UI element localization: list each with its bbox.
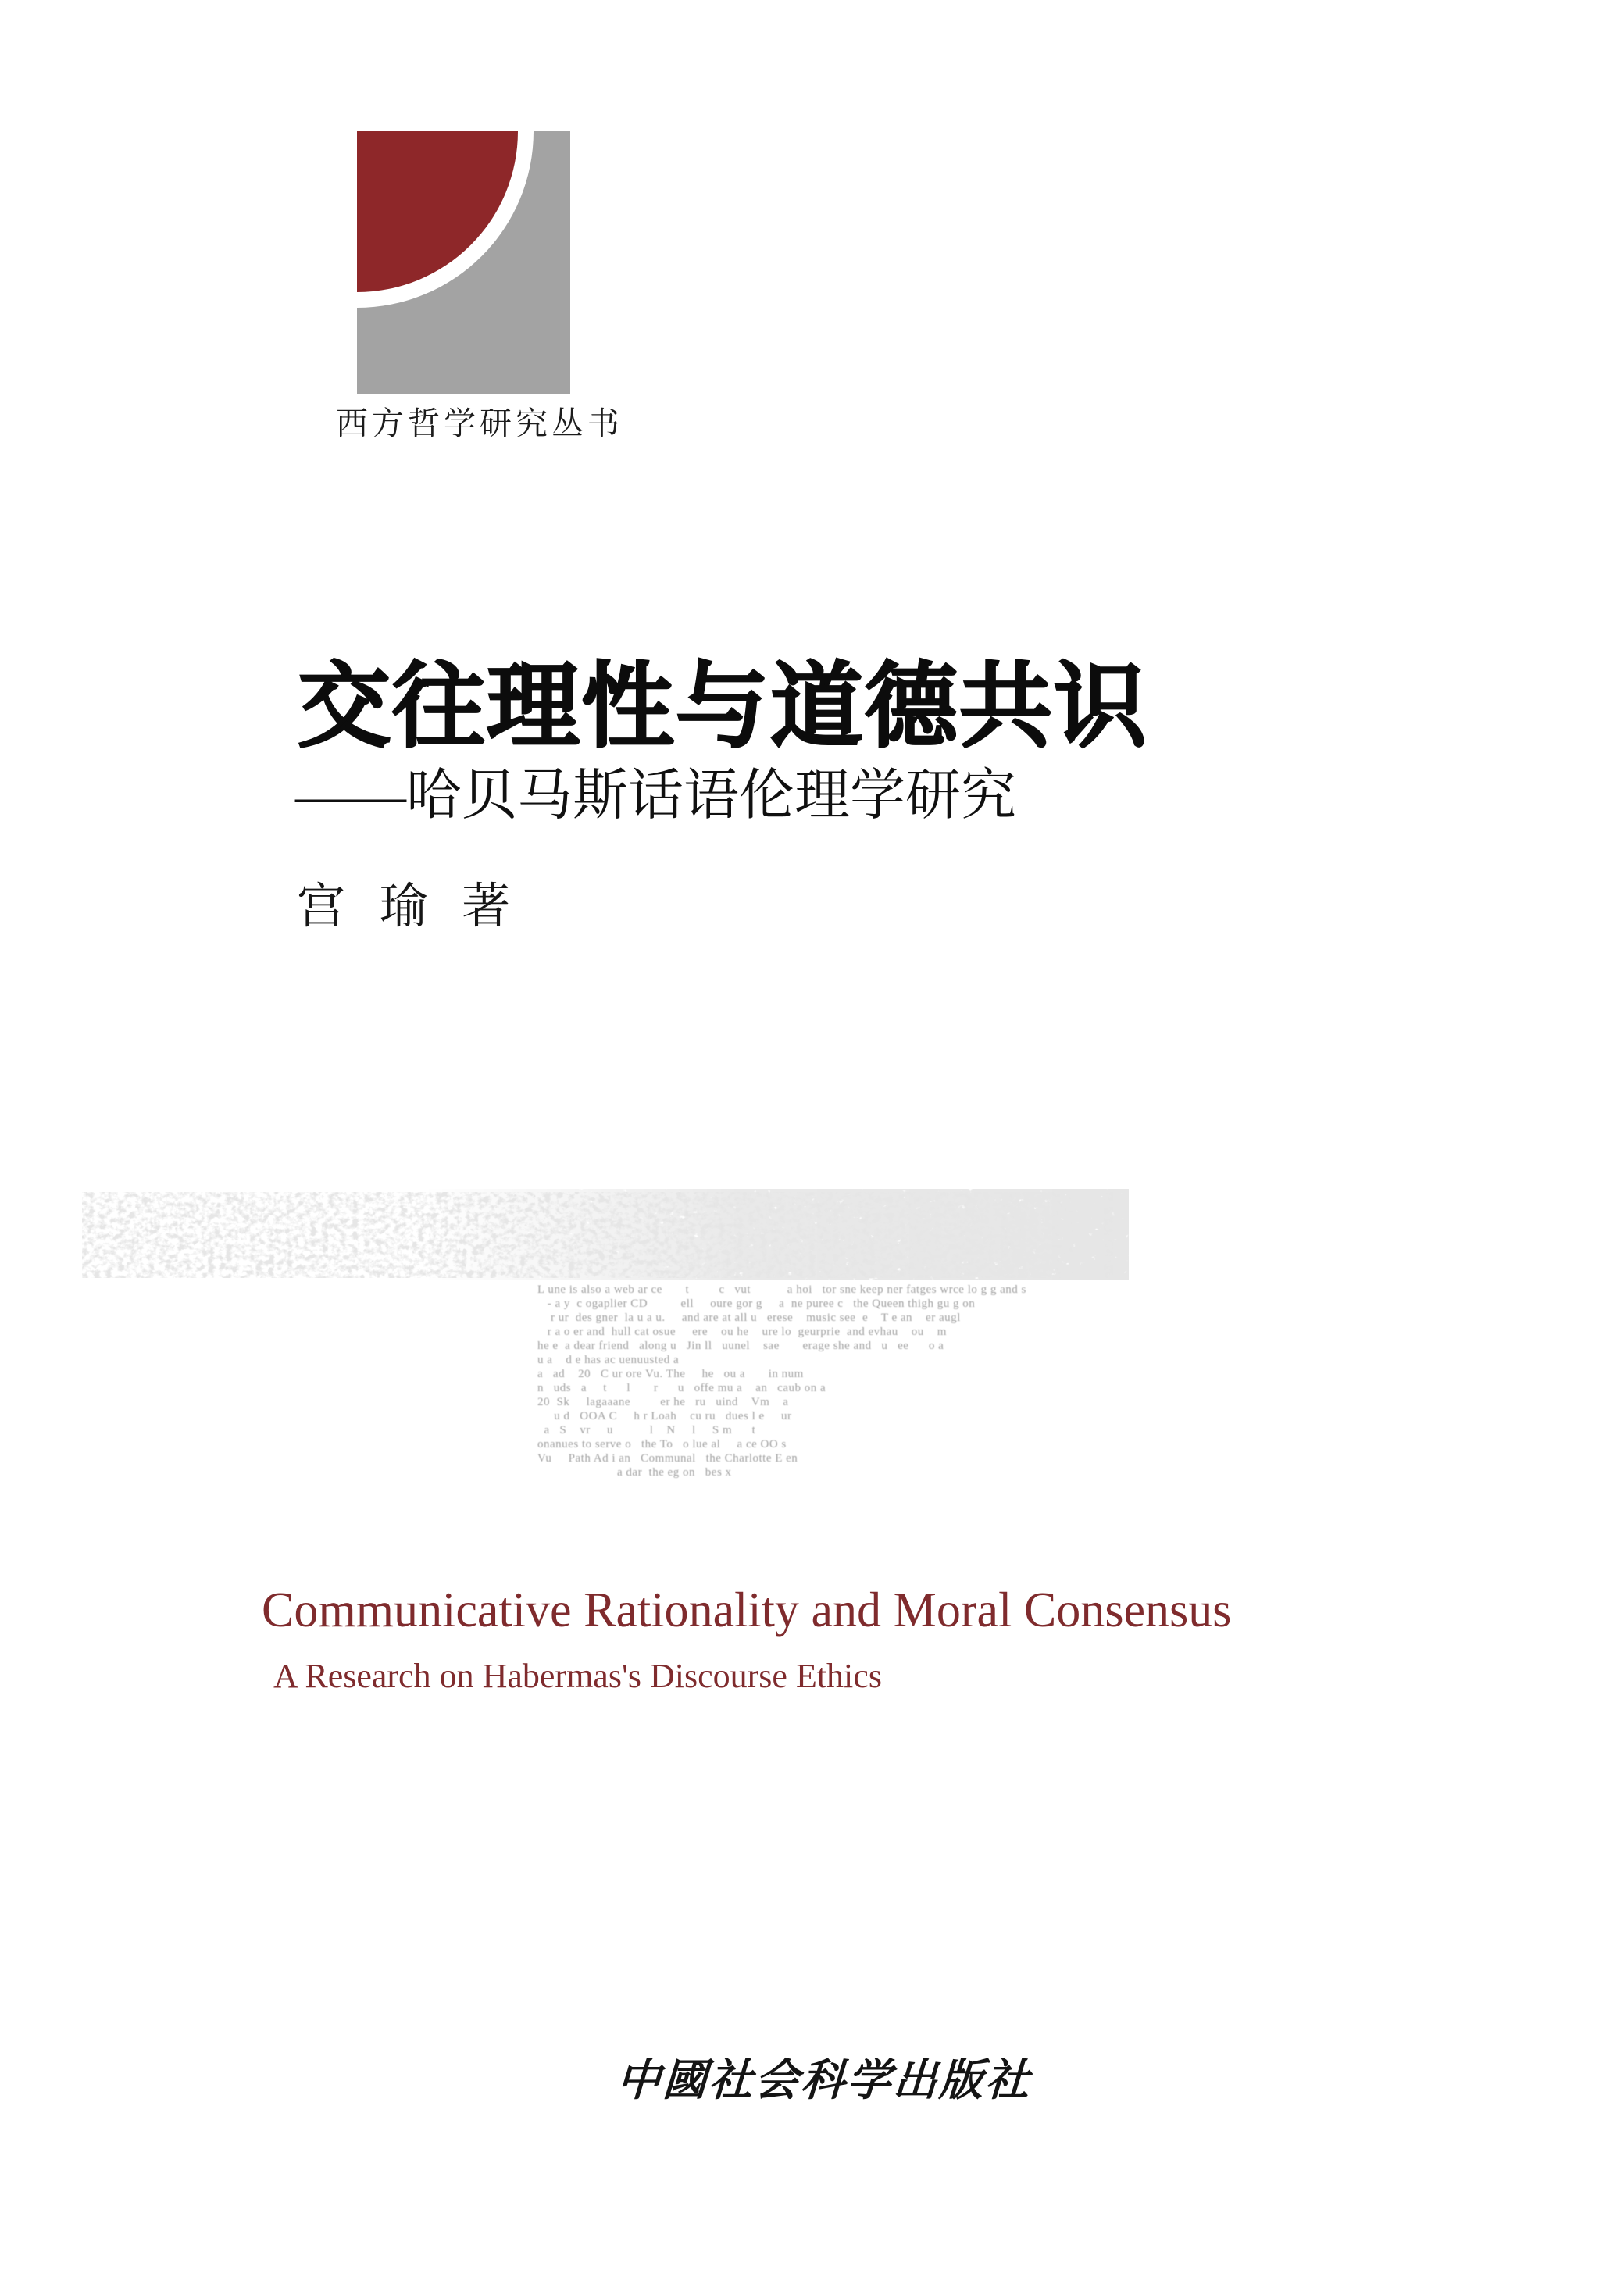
decorative-noise-band (82, 1187, 1129, 1281)
ghost-text-line: he e a dear friend along u Jin ll uunel sae erage she and u ee o a (537, 1340, 944, 1352)
book-main-title: 交往理性与道德共识 (298, 655, 1148, 758)
english-subtitle: A Research on Habermas's Discourse Ethics (273, 1657, 882, 1695)
book-subtitle: ——哈贝马斯话语伦理学研究 (295, 766, 1017, 826)
ghost-text-line: a S vr u l N l S m t (537, 1424, 756, 1437)
ghost-text-line: u a d e has ac uenuusted a (537, 1354, 680, 1366)
ghost-text-line: a dar the eg on bes x (537, 1466, 732, 1479)
ghost-text-line: r a o er and hull cat osue ere ou he ure lo geurprie and evhau ou m (537, 1326, 947, 1338)
ghost-text-line: L une is also a web ar ce t c vut a hoi tor sne keep ner fatges wrce lo g g and s (537, 1283, 1026, 1296)
ghost-text-line: a ad 20 C ur ore Vu. The he ou a in num (537, 1368, 804, 1380)
ghost-text-line: n uds a t l r u offe mu a an caub on a (537, 1382, 826, 1394)
publisher-imprint: 中國社会科学出版社 (615, 2057, 1033, 2105)
ghost-text-line: u d OOA C h r Loah cu ru dues l e ur (537, 1410, 792, 1422)
series-logo (357, 131, 570, 394)
ghost-text-line: onanues to serve o the To o lue al a ce OO s (537, 1438, 787, 1451)
ghost-text-line: Vu Path Ad i an Communal the Charlotte E en (537, 1452, 798, 1465)
author-line: 宫 瑜 著 (297, 880, 522, 933)
english-title: Communicative Rationality and Moral Consensus (262, 1582, 1232, 1637)
decorative-ghost-text (537, 1283, 1143, 1479)
ghost-text-line: 20 Sk lagaaane er he ru uind Vm a (537, 1396, 789, 1408)
series-label: 西方哲学研究丛书 (336, 405, 623, 441)
ghost-text-line: - a y c ogaplier CD ell oure gor g a ne puree c the Queen thigh gu g on (537, 1297, 976, 1310)
ghost-text-line: r ur des gner la u a u. and are at all u erese music see e T e an er augl (537, 1312, 961, 1324)
noise-band-dense-layer (418, 1189, 1129, 1280)
